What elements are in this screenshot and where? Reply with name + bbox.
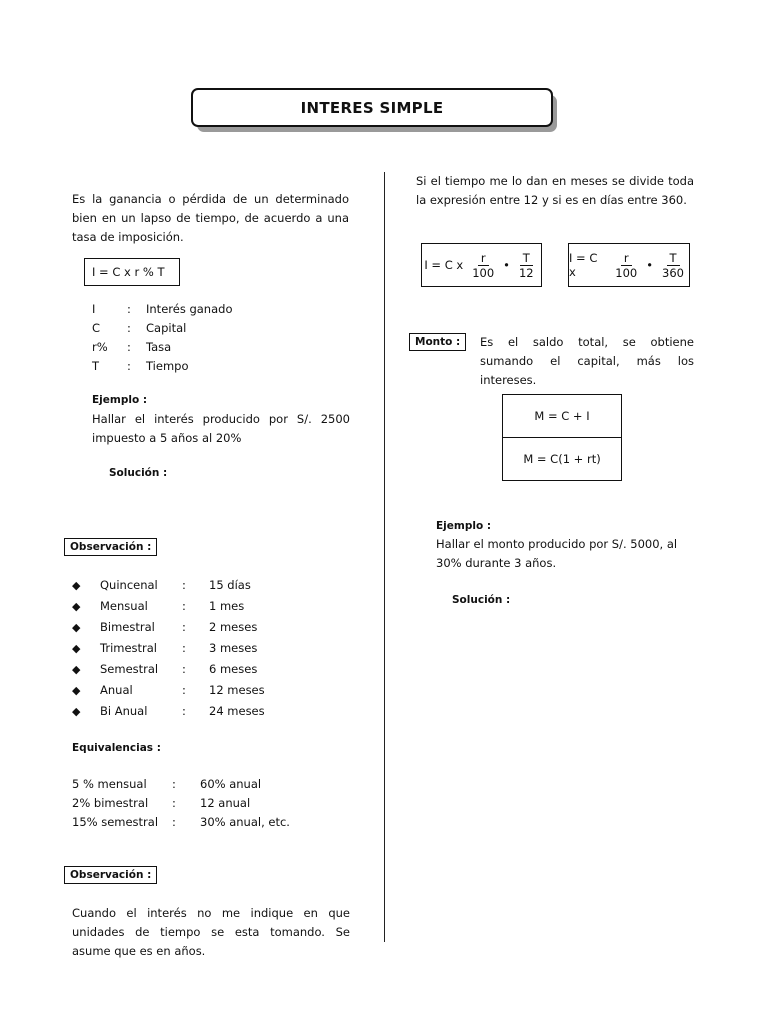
diamond-bullet-icon: ◆ bbox=[72, 684, 81, 697]
time-fraction bbox=[659, 251, 687, 280]
definition-row bbox=[92, 319, 232, 338]
definitions-list bbox=[92, 300, 232, 376]
interest-formula-months bbox=[421, 243, 542, 287]
definition-meaning: Interés ganado bbox=[146, 302, 233, 316]
period-row bbox=[72, 597, 265, 618]
fraction-denominator: 12 bbox=[518, 265, 534, 280]
fraction-numerator: T bbox=[520, 251, 533, 266]
equivalence-right: 12 anual bbox=[200, 796, 251, 810]
equivalence-right: 60% anual bbox=[200, 777, 262, 791]
period-name: Semestral bbox=[100, 662, 159, 676]
intro-paragraph: Es la ganancia o pérdida de un determinado bien en un lapso de tiempo, de acuerdo a una tasa de imposición. bbox=[72, 192, 349, 244]
fraction-numerator: r bbox=[621, 251, 632, 266]
definition-symbol: I bbox=[92, 302, 96, 316]
fraction-numerator: T bbox=[667, 251, 680, 266]
definition-row bbox=[92, 357, 232, 376]
equivalence-separator: : bbox=[172, 796, 176, 810]
multiply-dot: • bbox=[646, 258, 654, 272]
fraction-denominator: 100 bbox=[615, 265, 638, 280]
definition-symbol: T bbox=[92, 359, 100, 373]
definition-separator: : bbox=[127, 321, 131, 335]
period-value: 1 mes bbox=[209, 599, 245, 613]
definition-separator: : bbox=[127, 340, 131, 354]
diamond-bullet-icon: ◆ bbox=[72, 579, 81, 592]
rate-fraction bbox=[469, 251, 497, 280]
period-name: Anual bbox=[100, 683, 133, 697]
example-label: Ejemplo : bbox=[92, 394, 148, 406]
period-separator: : bbox=[182, 662, 186, 676]
definition-meaning: Tasa bbox=[146, 340, 172, 354]
definition-symbol: r% bbox=[92, 340, 108, 354]
period-separator: : bbox=[182, 578, 186, 592]
periods-list bbox=[72, 576, 265, 723]
definition-meaning: Capital bbox=[146, 321, 187, 335]
period-row bbox=[72, 618, 265, 639]
period-value: 6 meses bbox=[209, 662, 258, 676]
period-value: 2 meses bbox=[209, 620, 258, 634]
definition-separator: : bbox=[127, 359, 131, 373]
observation-label: Observación : bbox=[64, 538, 157, 556]
equivalence-separator: : bbox=[172, 815, 176, 829]
period-separator: : bbox=[182, 641, 186, 655]
diamond-bullet-icon: ◆ bbox=[72, 642, 81, 655]
example-text: Hallar el interés producido por S/. 2500 impuesto a 5 años al 20% bbox=[92, 412, 350, 445]
diamond-bullet-icon: ◆ bbox=[72, 600, 81, 613]
equivalence-row bbox=[72, 813, 290, 832]
diamond-bullet-icon: ◆ bbox=[72, 705, 81, 718]
observation2-label: Observación : bbox=[64, 866, 157, 884]
period-value: 24 meses bbox=[209, 704, 265, 718]
formula-prefix: I = C x bbox=[569, 251, 598, 279]
example-text-right: Hallar el monto producido por S/. 5000, al 30% durante 3 años. bbox=[436, 537, 678, 570]
period-value: 3 meses bbox=[209, 641, 258, 655]
monto-label: Monto : bbox=[409, 333, 466, 351]
period-row bbox=[72, 576, 265, 597]
definition-symbol: C bbox=[92, 321, 101, 335]
formula-prefix: I = C x bbox=[424, 258, 464, 272]
equivalences-list bbox=[72, 775, 290, 832]
period-separator: : bbox=[182, 599, 186, 613]
definition-row bbox=[92, 338, 232, 357]
diamond-bullet-icon: ◆ bbox=[72, 663, 81, 676]
example-label-right: Ejemplo : bbox=[436, 520, 492, 532]
period-row bbox=[72, 660, 265, 681]
period-name: Trimestral bbox=[100, 641, 158, 655]
diamond-bullet-icon: ◆ bbox=[72, 621, 81, 634]
monto-definition: Es el saldo total, se obtiene sumando el capital, más los intereses. bbox=[480, 335, 694, 387]
period-name: Bimestral bbox=[100, 620, 155, 634]
definition-row bbox=[92, 300, 232, 319]
solution-label-right: Solución : bbox=[452, 594, 511, 606]
equivalence-left: 5 % mensual bbox=[72, 777, 147, 791]
period-value: 12 meses bbox=[209, 683, 265, 697]
fraction-denominator: 100 bbox=[472, 265, 495, 280]
equivalence-row bbox=[72, 794, 290, 813]
period-row bbox=[72, 681, 265, 702]
multiply-dot: • bbox=[503, 258, 510, 272]
period-separator: : bbox=[182, 620, 186, 634]
period-name: Mensual bbox=[100, 599, 148, 613]
equivalence-left: 2% bimestral bbox=[72, 796, 149, 810]
time-fraction bbox=[516, 251, 537, 280]
fraction-numerator: r bbox=[478, 251, 489, 266]
period-separator: : bbox=[182, 683, 186, 697]
monto-formula-box bbox=[502, 394, 622, 481]
fraction-denominator: 360 bbox=[662, 265, 684, 280]
equivalence-row bbox=[72, 775, 290, 794]
observation2-text: Cuando el interés no me indique en que unidades de tiempo se esta tomando. Se asume que es en años. bbox=[72, 906, 350, 958]
equivalences-label: Equivalencias : bbox=[72, 742, 161, 754]
monto-formula-sum: M = C + I bbox=[503, 395, 621, 438]
interest-formula-days bbox=[568, 243, 690, 287]
period-name: Bi Anual bbox=[100, 704, 148, 718]
definition-meaning: Tiempo bbox=[146, 359, 189, 373]
rate-fraction bbox=[612, 251, 640, 280]
definition-separator: : bbox=[127, 302, 131, 316]
column-divider bbox=[384, 172, 385, 942]
time-note-paragraph: Si el tiempo me lo dan en meses se divide toda la expresión entre 12 y si es en días entre 360. bbox=[416, 174, 694, 207]
period-separator: : bbox=[182, 704, 186, 718]
equivalence-left: 15% semestral bbox=[72, 815, 159, 829]
simple-interest-formula: I = C x r % T bbox=[84, 258, 180, 286]
solution-label: Solución : bbox=[109, 467, 168, 479]
monto-formula-factored: M = C(1 + rt) bbox=[523, 452, 601, 466]
equivalence-right: 30% anual, etc. bbox=[200, 815, 290, 829]
period-row bbox=[72, 702, 265, 723]
page-title: INTERES SIMPLE bbox=[191, 88, 553, 127]
period-row bbox=[72, 639, 265, 660]
period-name: Quincenal bbox=[100, 578, 158, 592]
period-value: 15 días bbox=[209, 578, 251, 592]
equivalence-separator: : bbox=[172, 777, 176, 791]
